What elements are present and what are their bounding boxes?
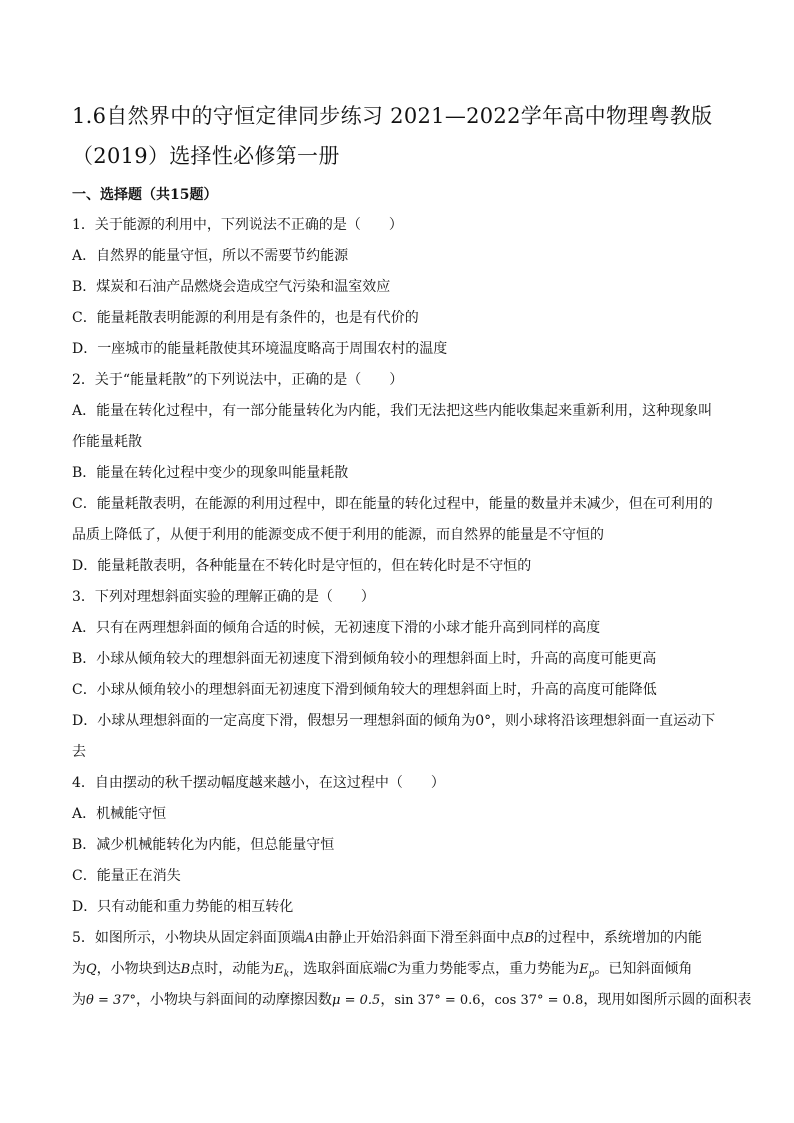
point-b: B	[524, 931, 534, 946]
question-2-option-d: D．能量耗散表明，各种能量在不转化时是守恒的，但在转化时是不守恒的	[72, 558, 532, 574]
question-4-option-d: D．只有动能和重力势能的相互转化	[72, 899, 294, 915]
title-line-2: （2019）选择性必修第一册	[72, 144, 340, 168]
question-2-option-b: B．能量在转化过程中变少的现象叫能量耗散	[72, 465, 349, 481]
question-2-stem: 2．关于“能量耗散”的下列说法中，正确的是（ ）	[72, 372, 404, 388]
question-2-option-a: A．能量在转化过程中，有一部分能量转化为内能，我们无法把这些内能收集起来重新利用，这种现象叫作能量耗散	[72, 403, 713, 450]
title-line-1: 1.6自然界中的守恒定律同步练习 2021—2022学年高中物理粤教版	[72, 104, 713, 128]
question-5-line-3: 为θ = 37°，小物块与斜面间的动摩擦因数μ = 0.5，sin 37° = 0.6，cos 37° = 0.8，现用如图所示圆的面积表	[72, 992, 752, 1008]
question-1-stem: 1．关于能源的利用中，下列说法不正确的是（ ）	[72, 217, 403, 233]
question-1-option-a: A．自然界的能量守恒，所以不需要节约能源	[72, 248, 349, 264]
sin-value: sin 37° = 0.6	[394, 993, 481, 1008]
section-heading: 一、选择题（共15题）	[72, 187, 218, 203]
questions-body	[72, 210, 752, 1016]
question-4-stem: 4．自由摆动的秋千摆动幅度越来越小，在这过程中（ ）	[72, 775, 445, 791]
potential-energy: $E_p$	[579, 962, 595, 980]
question-3-option-a: A．只有在两理想斜面的倾角合适的时候，无初速度下滑的小球才能升高到同样的高度	[72, 620, 601, 636]
friction-coefficient: μ = 0.5	[332, 993, 381, 1008]
cos-value: cos 37° = 0.8	[494, 993, 584, 1008]
question-3-option-b: B．小球从倾角较大的理想斜面无初速度下滑到倾角较小的理想斜面上时，升高的高度可能更高	[72, 651, 657, 667]
question-2-option-c: C．能量耗散表明，在能源的利用过程中，即在能量的转化过程中，能量的数量并未减少，但在可利用的品质上降低了，从便于利用的能源变成不便于利用的能源，而自然界的能量是不守恒的	[72, 496, 713, 543]
question-4-option-c: C．能量正在消失	[72, 868, 181, 884]
question-3-option-d: D．小球从理想斜面的一定高度下滑，假想另一理想斜面的倾角为0°，则小球将沿该理想斜面一直运动下去	[72, 713, 716, 760]
question-5-line-1: 5．如图所示，小物块从固定斜面顶端A由静止开始沿斜面下滑至斜面中点B的过程中，系统增加的内能	[72, 930, 702, 946]
kinetic-energy: $E_k$	[274, 962, 290, 980]
question-3-stem: 3．下列对理想斜面实验的理解正确的是（ ）	[72, 589, 375, 605]
point-a: A	[304, 931, 315, 946]
point-b-ref: B	[180, 962, 191, 977]
question-4-option-b: B．减少机械能转化为内能，但总能量守恒	[72, 837, 335, 853]
question-3-option-c: C．小球从倾角较小的理想斜面无初速度下滑到倾角较大的理想斜面上时，升高的高度可能降低	[72, 682, 657, 698]
question-4-option-a: A．机械能守恒	[72, 806, 167, 822]
question-1-option-b: B．煤炭和石油产品燃烧会造成空气污染和温室效应	[72, 279, 391, 295]
question-1-option-c: C．能量耗散表明能源的利用是有条件的，也是有代价的	[72, 310, 419, 326]
incline-angle: θ = 37°	[86, 993, 137, 1008]
document-title	[72, 96, 732, 176]
question-5-line-2: 为Q，小物块到达B点时，动能为$E_k$，选取斜面底端C为重力势能零点，重力势能为$E_p$。已知斜面倾角	[72, 961, 693, 980]
point-c: C	[387, 962, 398, 977]
question-1-option-d: D．一座城市的能量耗散使其环境温度略高于周围农村的温度	[72, 341, 448, 357]
heat-q: Q	[86, 962, 97, 977]
